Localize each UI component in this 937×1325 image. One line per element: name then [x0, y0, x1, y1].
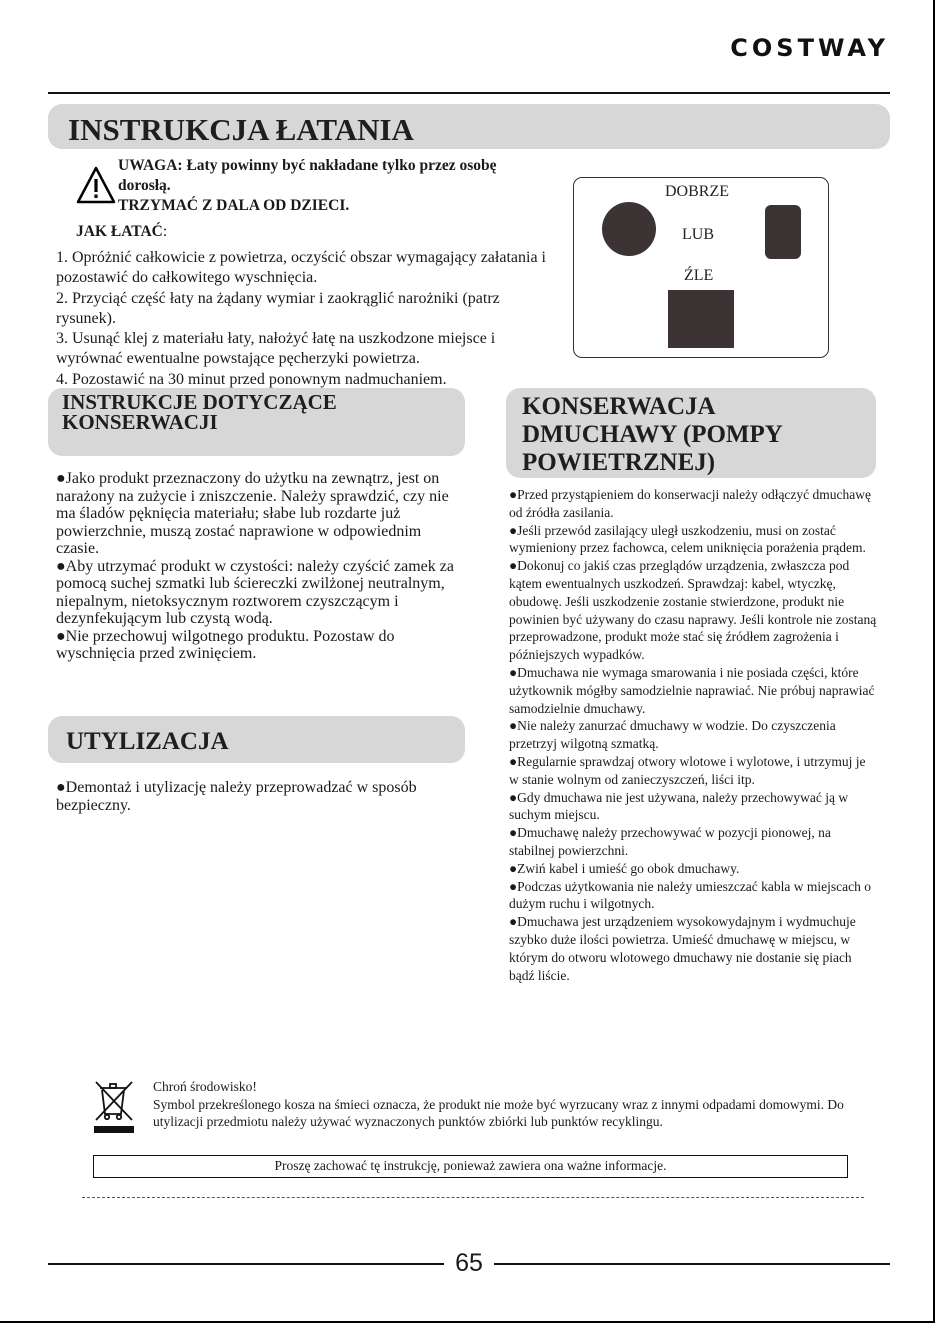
patch-shape-diagram: [573, 177, 829, 358]
patch-step: 1. Opróżnić całkowicie z powietrza, oczyścić obszar wymagający załatania i pozostawić do całkowitego wyschnięcia.: [56, 249, 546, 287]
dashed-divider: [82, 1197, 864, 1198]
warning-text: [118, 156, 568, 216]
maintenance-title-line: INSTRUKCJE DOTYCZĄCE: [62, 390, 337, 414]
pump-title-line: KONSERWACJA: [522, 393, 716, 420]
footer-rule-right: [494, 1263, 890, 1265]
warning-line: dorosłą.: [118, 177, 171, 194]
patch-step: 4. Pozostawić na 30 minut przed ponownym nadmuchaniem.: [56, 370, 447, 388]
pump-paragraph: ●Gdy dmuchawa nie jest używana, należy przechowywać ją w suchym miejscu.: [509, 789, 849, 823]
pump-maintenance-title: [506, 388, 876, 478]
environment-title: Chroń środowisko!: [153, 1079, 257, 1094]
maintenance-paragraph: ●Aby utrzymać produkt w czystości: należy czyścić zamek za pomocą suchej szmatki lub ściereczki zwilżonej neutralnym, niepalnym, nietoksycznym roztworem czyszczącym i dezynfekującym lub czystą wodą.: [56, 557, 454, 627]
pump-paragraph: ●Dmuchawa jest urządzeniem wysokowydajnym i wydmuchuje szybko duże ilości powietrza. Umieść dmuchawę w miejscu, w którym do otworu wlotowego dmuchawy nie dostanie się piach bądź liście.: [509, 914, 856, 983]
patch-step: 3. Usunąć klej z materiału łaty, nałożyć łatę na uszkodzone miejsce i wyrównać ewentualne powstające pęcherzyki powietrza.: [56, 330, 496, 368]
environment-text: Symbol przekreślonego kosza na śmieci oznacza, że produkt nie może być wyrzucany wraz z innymi odpadami domowymi. Do utylizacji przedmiotu należy używać wyznaczonych punktów zbiórki lub punktów recyklingu.: [153, 1096, 844, 1129]
maintenance-title: [48, 388, 465, 456]
pump-maintenance-text: [509, 486, 877, 984]
disposal-text: [56, 779, 456, 815]
environment-note: [153, 1078, 853, 1131]
footer-rule-left: [48, 1263, 444, 1265]
good-label: DOBRZE: [665, 183, 729, 200]
maintenance-text: [56, 470, 456, 663]
howto-heading-text: JAK ŁATAĆ: [76, 223, 163, 240]
warning-line: UWAGA: Łaty powinny być nakładane tylko przez osobę: [118, 157, 497, 174]
header-rule: [48, 92, 890, 94]
pump-title-line: POWIETRZNEJ): [522, 449, 716, 476]
howto-heading: [76, 223, 167, 241]
pump-paragraph: ●Zwiń kabel i umieść go obok dmuchawy.: [509, 860, 740, 876]
square-corner-patch-shape: [668, 290, 734, 348]
or-label: LUB: [682, 226, 714, 243]
pump-paragraph: ●Dokonuj co jakiś czas przeglądów urządzenia, zwłaszcza pod kątem ewentualnych uszkodzeń. Sprawdzaj: kabel, wtyczkę, obudowę. Jeśli uszkodzenie zostanie stwierdzone, produkt nie powinien być używany do czasu naprawy. Jeśli kontrole nie zostaną przeprowadzone, produkt może stać się źródłem zagrożenia i późniejszych wypadków.: [509, 558, 877, 663]
keep-instructions-notice: Proszę zachować tę instrukcję, ponieważ zawiera ona ważne informacje.: [93, 1155, 848, 1178]
crossed-bin-icon: [92, 1078, 136, 1134]
maintenance-title-line: KONSERWACJI: [62, 410, 218, 434]
page-number: 65: [455, 1249, 483, 1277]
pump-paragraph: ●Regularnie sprawdzaj otwory wlotowe i wylotowe, i utrzymuj je w stanie wolnym od zanieczyszczeń, liści itp.: [509, 753, 866, 787]
maintenance-paragraph: ●Jako produkt przeznaczony do użytku na zewnątrz, jest on narażony na zużycie i zniszczenie. Należy sprawdzić, czy nie ma śladów pęknięcia materiału; słabe lub rozdarte już powierzchnie, muszą zostać naprawione w odpowiednim czasie.: [56, 470, 449, 557]
pump-paragraph: ●Jeśli przewód zasilający uległ uszkodzeniu, musi on zostać wymieniony przez fachowca, celem uniknięcia porażenia prądem.: [509, 522, 866, 556]
howto-heading-colon: :: [162, 223, 168, 240]
round-patch-shape: [602, 202, 656, 256]
pump-paragraph: ●Dmuchawa nie wymaga smarowania i nie posiada części, które użytkownik mógłby samodzielnie naprawiać. Nie próbuj naprawiać samodzielnie dmuchawy.: [509, 664, 875, 716]
disposal-title: UTYLIZACJA: [48, 716, 465, 763]
patching-title: INSTRUKCJA ŁATANIA: [48, 104, 890, 149]
patch-steps: [56, 248, 556, 390]
rounded-corner-patch-shape: [765, 205, 801, 259]
pump-paragraph: ●Podczas użytkowania nie należy umieszczać kabla w miejscach o dużym ruchu i wilgotnych.: [509, 878, 872, 912]
warning-line: TRZYMAĆ Z DALA OD DZIECI.: [118, 197, 350, 214]
pump-paragraph: ●Nie należy zanurzać dmuchawy w wodzie. Do czyszczenia przetrzyj wilgotną szmatką.: [509, 718, 836, 752]
pump-paragraph: ●Przed przystąpieniem do konserwacji należy odłączyć dmuchawę od źródła zasilania.: [509, 487, 872, 520]
warning-triangle-icon: [76, 165, 116, 205]
pump-paragraph: ●Dmuchawę należy przechowywać w pozycji pionowej, na stabilnej powierzchni.: [509, 825, 831, 858]
brand-logo: COSTWAY: [730, 34, 889, 62]
patch-step: 2. Przyciąć część łaty na żądany wymiar i zaokrąglić narożniki (patrz rysunek).: [56, 289, 500, 327]
disposal-paragraph: ●Demontaż i utylizację należy przeprowadzać w sposób bezpieczny.: [56, 779, 417, 814]
pump-title-line: DMUCHAWY (POMPY: [522, 421, 783, 448]
bad-label: ŹLE: [684, 267, 714, 284]
maintenance-paragraph: ●Nie przechowuj wilgotnego produktu. Pozostaw do wyschnięcia przed zwinięciem.: [56, 627, 395, 662]
